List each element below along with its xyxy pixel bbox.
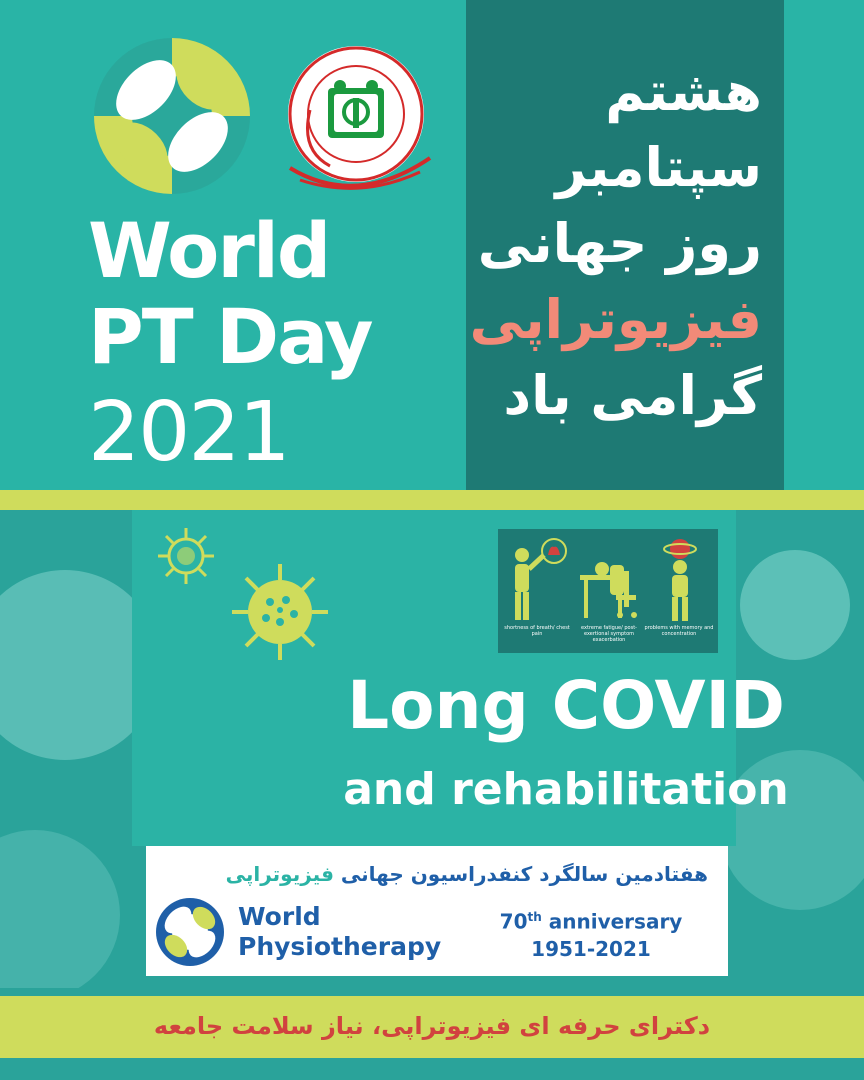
anniversary-persian-title xyxy=(226,860,708,888)
world-physiotherapy-name xyxy=(238,902,441,962)
anniversary-number: 70 xyxy=(499,909,528,934)
fatigued-person-icon xyxy=(576,545,644,621)
anniversary-word: anniversary xyxy=(548,909,683,934)
footer-slogan: دکترای حرفه ای فیزیوتراپی، نیاز سلامت جامعه xyxy=(153,1012,711,1040)
world-physiotherapy-logo-icon xyxy=(154,896,226,968)
persian-greeting-box xyxy=(466,0,784,490)
breathing-person-icon xyxy=(504,537,574,623)
greeting-line-1: هشتم xyxy=(605,60,762,123)
year-label: 2021 xyxy=(88,385,289,480)
long-covid-headline: Long COVID xyxy=(347,667,785,744)
symptom-caption-fatigue: extreme fatigue/ post-exertional symptom exacerbation xyxy=(581,625,637,643)
virus-icon xyxy=(228,560,332,664)
rehabilitation-subheadline: and rehabilitation xyxy=(343,764,789,815)
anniversary-suffix: th xyxy=(527,910,542,924)
anniversary-label xyxy=(476,904,706,935)
greeting-line-2: سپتامبر xyxy=(555,136,762,199)
title-line-world: World xyxy=(88,206,330,295)
anniversary-years: 1951-2021 xyxy=(531,936,651,961)
memory-problems-person-icon xyxy=(648,535,712,623)
greeting-line-3: روز جهانی xyxy=(477,212,762,275)
greeting-line-4: فیزیوتراپی xyxy=(469,288,762,351)
divider-band xyxy=(0,490,864,510)
virus-icon xyxy=(156,526,216,586)
virus-particle-icon xyxy=(740,550,850,660)
top-section xyxy=(0,0,864,490)
wp-line-world: World xyxy=(238,902,321,931)
anniversary-info xyxy=(476,904,706,963)
anniversary-persian-prefix: هفتادمین سالگرد کنفدراسیون جهانی xyxy=(340,862,708,886)
greeting-line-5: گرامی باد xyxy=(503,364,762,427)
virus-particle-icon xyxy=(0,830,120,988)
anniversary-persian-highlight: فیزیوتراپی xyxy=(225,862,334,886)
symptoms-panel xyxy=(498,529,718,653)
anniversary-card xyxy=(146,846,728,976)
symptom-caption-memory: problems with memory and concentration xyxy=(644,625,714,637)
world-pt-day-logo-icon xyxy=(92,36,252,196)
wp-line-physiotherapy: Physiotherapy xyxy=(238,932,442,961)
world-pt-day-title xyxy=(88,208,372,380)
title-line-pt-day: PT Day xyxy=(88,292,372,381)
symptom-caption-breath: shortness of breath/ chest pain xyxy=(504,625,570,637)
iranian-physiotherapy-association-seal-icon xyxy=(270,40,440,200)
